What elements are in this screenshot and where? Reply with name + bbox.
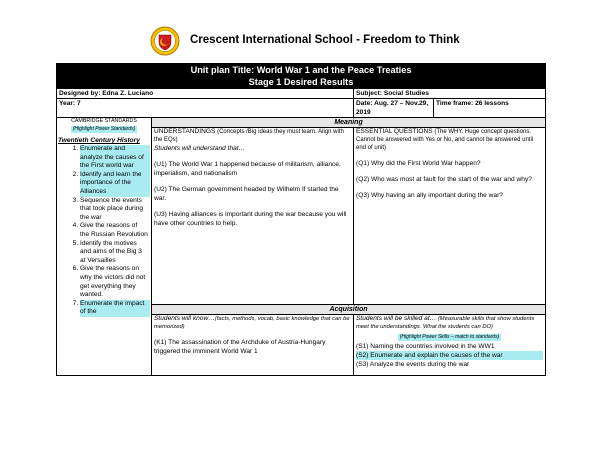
- standard-item: 4. Give the reasons of the Russian Revolution: [80, 222, 150, 239]
- meaning-bar: Meaning: [152, 118, 546, 128]
- standard-item: 2. Identify and learn the importance of the Alliances: [80, 171, 150, 197]
- info-row-1: [57, 89, 546, 99]
- skilled-lead: Students will be skilled at…: [356, 315, 437, 322]
- standard-item: 1. Enumerate and analyze the causes of the First world war: [80, 145, 150, 171]
- document-header: [0, 22, 600, 56]
- time-frame: Time frame: 26 lessons: [434, 99, 546, 118]
- knowledge-k1: (K1) The assassination of the Archduke of Austria-Hungary triggered the imminent World War 1: [154, 339, 326, 355]
- acquisition-bar: Acquisition: [152, 305, 546, 315]
- title-row: [57, 64, 546, 89]
- standards-section-title: Twentieth Century History: [58, 137, 140, 144]
- understandings-cell: [152, 128, 354, 305]
- year: Year: 7: [57, 99, 354, 118]
- power-skills-tag: (Highlight Power Skills – match to standards): [399, 334, 500, 340]
- understandings-heading: UNDERSTANDINGS: [154, 128, 216, 135]
- skills-list: [356, 342, 543, 369]
- unit-plan-title: Unit plan Title: World War 1 and the Peace Treaties: [190, 65, 412, 75]
- school-name: Crescent International School - Freedom to Think: [190, 34, 460, 46]
- understandings-note: (Concepts /Big ideas they must learn. Align with the EQs): [154, 129, 344, 143]
- essential-questions-cell: [354, 128, 546, 305]
- essential-question-q1: (Q1) Why did the First World War happen?: [356, 160, 481, 167]
- skill-item: (S2) Enumerate and explain the causes of the war: [356, 351, 543, 360]
- unit-plan-table: [56, 63, 546, 376]
- designed-by: Designed by: Edna Z. Luciano: [57, 89, 354, 99]
- standard-item: 5. Identify the motives and aims of the Big 3 at Versailles: [80, 240, 150, 266]
- understanding-u1: (U1) The World War 1 happened because of militarism, alliance. imperialism, and nationalism: [154, 161, 341, 177]
- stage-title: Stage 1 Desired Results: [248, 77, 354, 87]
- students-will-know-cell: [152, 315, 354, 376]
- date-range: Date: Aug. 27 – Nov.29, 2019: [354, 99, 434, 118]
- school-crest-icon: [150, 26, 180, 56]
- essential-questions-heading: ESSENTIAL QUESTIONS: [356, 128, 433, 135]
- essential-question-q3: (Q3) Why having an ally important during the war?: [356, 192, 503, 199]
- understanding-u3: (U3) Having alliances is important during the war because you will have other countries to help.: [154, 211, 347, 227]
- standards-heading: CAMBRIDGE STANDARDS: [71, 118, 137, 124]
- understanding-u2: (U2) The German government headed by Wilhelm II started the war.: [154, 186, 339, 202]
- students-skilled-cell: [354, 315, 546, 376]
- power-standards-tag: (Highlight Power Standards): [72, 126, 136, 132]
- skill-item: (S3) Analyze the events during the war: [356, 361, 470, 368]
- standard-item: 3. Sequence the events that took place during the war: [80, 197, 150, 223]
- title-cell: [57, 64, 546, 89]
- skilled-note: (Measurable skills that show students meet the understandings. What the students can DO): [356, 316, 535, 330]
- standards-column: [57, 118, 152, 376]
- info-row-2: [57, 99, 546, 118]
- subject: Subject: Social Studies: [354, 89, 546, 99]
- skill-item: (S1) Naming the countries involved in the WW1: [356, 343, 495, 350]
- standards-list: [58, 145, 150, 317]
- meaning-bar-row: [57, 118, 546, 128]
- essential-questions-note: (The WHY. Huge concept questions. Cannot be answered with Yes or No, and cannot be answered until end of unit): [356, 129, 534, 151]
- standard-item: 7. Enumerate the impact of the: [80, 300, 150, 317]
- know-note: (facts, methods, vocab, basic knowledge that can be memorized): [154, 316, 350, 330]
- understandings-lead: Students will understand that…: [154, 145, 246, 152]
- know-lead: Students will know…: [154, 315, 215, 322]
- standard-item: 6. Give the reasons on why the victors did not get everything they wanted.: [80, 265, 150, 299]
- essential-question-q2: (Q2) Who was most at fault for the start of the war and why?: [356, 176, 532, 183]
